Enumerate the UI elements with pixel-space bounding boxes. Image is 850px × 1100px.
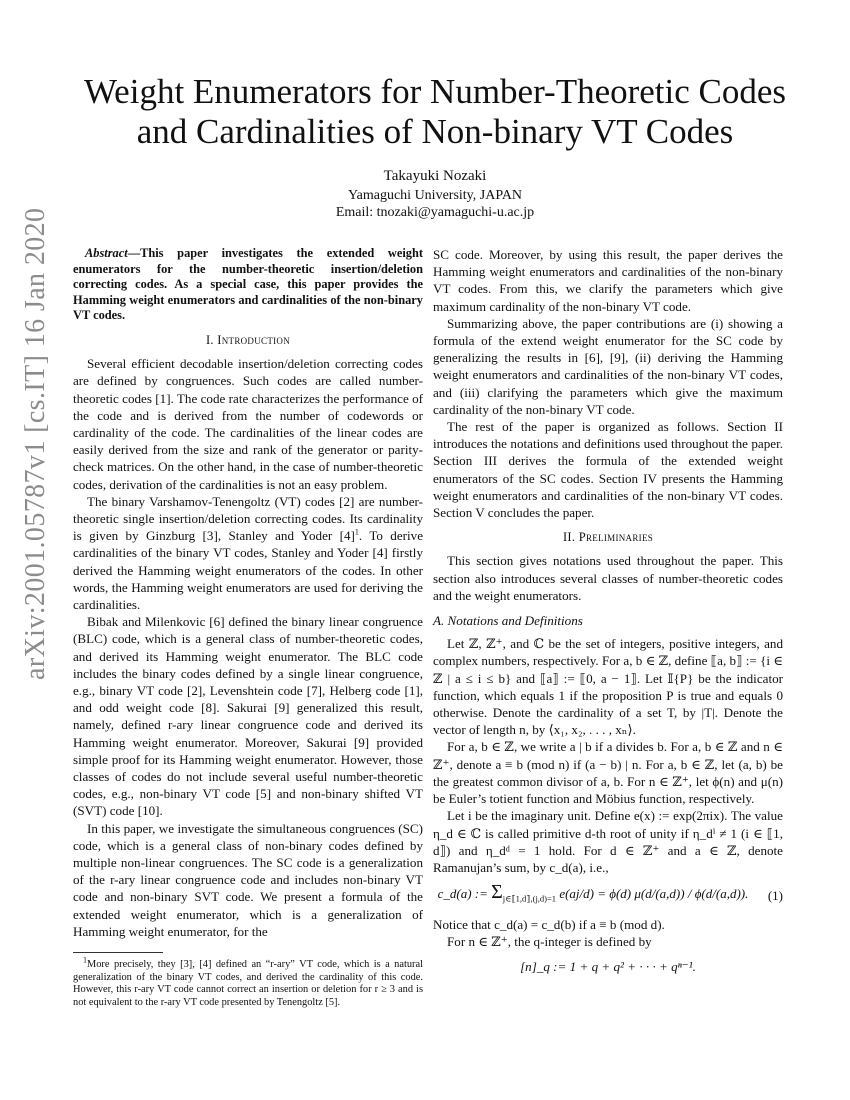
paragraph: In this paper, we investigate the simultaneous congruences (SC) code, which is a general class of non-binary codes defined by multiple non-linear congruences. The SC code is a generalization of the r-ary linear congruence code and includes non-binary VT code and non-binary SVT code. We present a formula of the extended weight enumerator, which is a generalization of Hamming weight enumerator, for the	[73, 820, 423, 939]
paragraph: The rest of the paper is organized as follows. Section II introduces the notations and definitions used throughout the paper. Section III derives the formula of the extended weight enumerators of the SC codes. Section IV presents the Hamming weight enumerators and cardinalities of the non-binary VT codes. Section V concludes the paper.	[433, 419, 783, 521]
equation-ramanujan-sum	[433, 881, 783, 908]
title-line-1: Weight Enumerators for Number-Theoretic Codes	[83, 72, 787, 111]
paragraph: Several efficient decodable insertion/deletion correcting codes are defined by congruences. Such codes are called number-theoretic codes [1]. The code rate characterizes the performance of the code and is derived from the number of codewords or cardinality of the code. The cardinalities of the linear codes are easily derived from the size and rank of the generator or parity-check matrices. On the other hand, in the case of number-theoretic codes, derivation of the cardinalities is not an easy problem.	[73, 356, 423, 492]
footnote-number: 1	[83, 955, 87, 965]
paragraph: SC code. Moreover, by using this result, the paper derives the Hamming weight enumerators and cardinalities of the non-binary VT codes. From this, we clarify the parameters which give maximum cardinality of the non-binary VT code.	[433, 247, 783, 314]
author-email: Email: tnozaki@yamaguchi-u.ac.jp	[335, 205, 535, 220]
abstract	[73, 246, 423, 324]
equation-sum-index: j∈⟦1,d⟧,(j,d)=1	[502, 893, 557, 904]
right-column	[433, 246, 783, 976]
paragraph: Notice that c_d(a) = c_d(b) if a ≡ b (mod d).	[433, 916, 665, 932]
section-heading-introduction: I. Introduction	[205, 332, 291, 347]
paper-title	[60, 72, 810, 152]
author-block	[60, 168, 810, 221]
abstract-text: —This paper investigates the extended weight enumerators for the number-theoretic insertion/deletion correcting codes. As a special case, this paper provides the Hamming weight enumerators and cardinalities of the non-binary VT codes.	[73, 246, 423, 323]
author-affiliation: Yamaguchi University, JAPAN	[347, 188, 523, 203]
abstract-label: Abstract	[85, 246, 128, 260]
section-heading-preliminaries: II. Preliminaries	[562, 530, 654, 545]
paragraph: Summarizing above, the paper contributions are (i) showing a formula of the extend weight enumerator for the SC code by generalizing the results in [6], [9], (ii) deriving the Hamming weight enumerators and cardinalities of the non-binary VT codes, and (iii) clarifying the parameters which give the maximum cardinality of the non-binary VT code.	[433, 315, 783, 417]
paragraph: For n ∈ ℤ⁺, the q-integer is defined by	[447, 934, 652, 950]
paragraph: Let ℤ, ℤ⁺, and ℂ be the set of integers, positive integers, and complex numbers, respectively. For a, b ∈ ℤ, define ⟦a, b⟧ := {i ∈ ℤ | a ≤ i ≤ b} and ⟦a⟧ := ⟦0, a − 1⟧. Let 𝕀{P} be the indicator function, which equals 1 if the proposition P is true and equals 0 otherwise. Denote the cardinality of a set T, by |T|. Denote the vector of length n, by ⟨x₁, x₂, . . . , xₙ⟩.	[433, 636, 783, 738]
equation-number: (1)	[767, 888, 783, 904]
paragraph: This section gives notations used throughout the paper. This section also introduces several classes of number-theoretic codes and the weight enumerators.	[433, 553, 783, 603]
paragraph-text: The binary Varshamov-Tenengoltz (VT) codes [2] are number-theoretic single insertion/deletion correcting codes. Its cardinality is given by Ginzburg [3], Stanley and Yoder [4]	[73, 493, 423, 544]
title-line-2: and Cardinalities of Non-binary VT Codes	[136, 112, 734, 151]
paragraph: Bibak and Milenkovic [6] defined the binary linear congruence (BLC) code, which is a general class of number-theoretic codes, and derived its Hamming weight enumerator. The BLC code includes the binary codes defined by a single linear congruence, e.g., binary VT code [2], Levenshtein code [7], Helberg code [1], and odd weight code [8]. Sakurai [9] generalized this result, namely, defined r-ary linear congruence code and derived its Hamming weight enumerator. Moreover, Sakurai [9] provided simple proof for its Hamming weight enumerator. However, those classes of codes do not include several useful number-theoretic codes, e.g., non-binary VT code [5] and non-binary shifted VT (SVT) code [10].	[73, 614, 423, 819]
footnote	[73, 955, 423, 1009]
paragraph: The binary Varshamov-Tenengoltz (VT) codes [2] are number-theoretic single insertion/deletion correcting codes. Its cardinality is given by Ginzburg [3], Stanley and Yoder $[4]^1$. To derive cardinalities of the binary VT codes, Stanley and Yoder [4] firstly derived the Hamming weight enumerators of the codes. In other words, the Hamming weight enumerators are used for deriving the cardinalities.	[73, 493, 424, 613]
paragraph: For a, b ∈ ℤ, we write a | b if a divides b. For a, b ∈ ℤ and n ∈ ℤ⁺, denote a ≡ b (mod n) if (a − b) | n. For a, b ∈ ℤ, let (a, b) be the greatest common divisor of a, b. For n ∈ ℤ⁺, let ϕ(n) and μ(n) be Euler’s totient function and Möbius function, respectively.	[433, 739, 783, 807]
footnote-text: More precisely, they [3], [4] defined an “r-ary” VT code, which is a natural generalization of the binary VT codes, and derived the cardinality of this code. However, this r-ary VT code cannot correct an insertion or deletion for r ≥ 3 and is not equivalent to the r-ary VT code presented by Tenengoltz [5].	[73, 959, 423, 1008]
footnote-marker: 1	[354, 527, 359, 537]
equation-body: c_d(a) := $\Sigma_{j\in⟦1,d⟧,(j,d)=1}$ e(aj/d) = ϕ(d) μ(d/(a,d)) / ϕ(d/(a,d)).	[437, 881, 749, 904]
equation-lhs: c_d(a) :=	[437, 886, 488, 902]
paragraph-text: To derive cardinalities of the binary VT codes, Stanley and Yoder [4] firstly derived the Hamming weight enumerators of the codes. In other words, the Hamming weight enumerators are used for deriving the cardinalities.	[73, 528, 424, 613]
author-name: Takayuki Nozaki	[383, 168, 487, 184]
arxiv-stamp: arXiv:2001.05787v1 [cs.IT] 16 Jan 2020	[20, 207, 51, 680]
equation-rhs: e(aj/d) = ϕ(d) μ(d/(a,d)) / ϕ(d/(a,d)).	[559, 886, 749, 902]
subsection-heading: A. Notations and Definitions	[433, 613, 583, 629]
footnote-divider	[73, 952, 163, 953]
equation-q-integer: [n]_q := 1 + q + q² + · · · + qⁿ⁻¹.	[520, 959, 696, 975]
paragraph: Let i be the imaginary unit. Define e(x) := exp(2πix). The value η_d ∈ ℂ is called primitive d-th root of unity if η_dⁱ ≠ 1 (i ∈ ⟦1, d⟧) and η_dᵈ = 1 hold. For d ∈ ℤ⁺ and a ∈ ℤ, denote Ramanujan’s sum, by c_d(a), i.e.,	[433, 808, 783, 875]
left-column	[73, 246, 423, 1009]
